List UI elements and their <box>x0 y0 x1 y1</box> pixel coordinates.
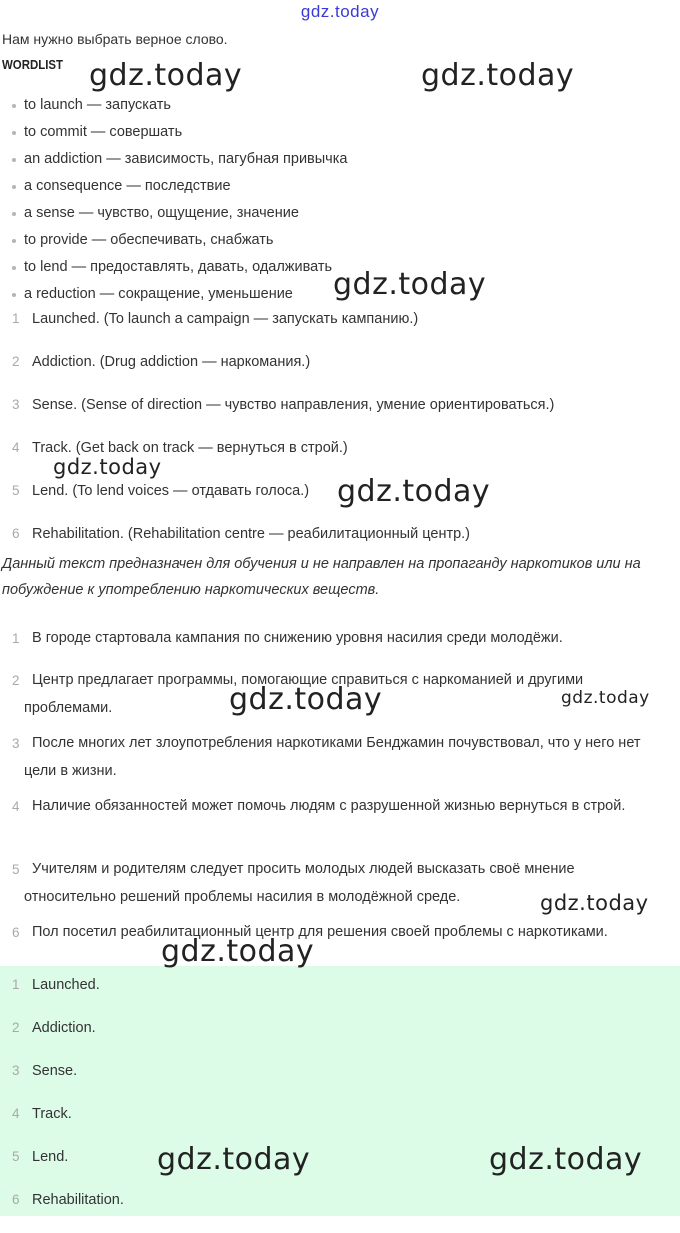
bullet-icon <box>12 104 16 108</box>
watermark: gdz.today <box>561 688 650 708</box>
item-number: 3 <box>12 736 20 751</box>
item-number: 5 <box>12 483 20 498</box>
item-number: 6 <box>12 526 20 541</box>
translation-item <box>0 793 664 856</box>
bullet-icon <box>12 131 16 135</box>
item-number: 6 <box>12 1192 20 1207</box>
watermark: gdz.today <box>157 1142 311 1177</box>
answer-text: Lend. (To lend voices — отдавать голоса.) <box>32 483 310 499</box>
watermark: gdz.today <box>161 934 315 969</box>
item-number: 2 <box>12 354 20 369</box>
final-answer-item <box>0 1147 124 1190</box>
item-number: 1 <box>12 311 20 326</box>
final-answer-text: Track. <box>32 1106 72 1122</box>
wordlist-item-text: an addiction — зависимость, пагубная привычка <box>24 150 348 167</box>
answer-text: Sense. (Sense of direction — чувство направления, умение ориентироваться.) <box>32 397 555 413</box>
final-answer-text: Launched. <box>32 977 100 993</box>
translation-text: В городе стартовала кампания по снижению уровня насилия среди молодёжи. <box>32 630 563 646</box>
explained-answers-list <box>0 309 554 567</box>
translation-item <box>0 625 664 667</box>
site-link[interactable]: gdz.today <box>300 2 380 21</box>
final-answer-text: Addiction. <box>32 1020 96 1036</box>
wordlist-item-text: to launch — запускать <box>24 96 171 113</box>
watermark: gdz.today <box>489 1142 643 1177</box>
wordlist-item-text: a sense — чувство, ощущение, значение <box>24 204 299 221</box>
bullet-icon <box>12 239 16 243</box>
wordlist-item <box>12 199 347 226</box>
watermark: gdz.today <box>53 455 162 479</box>
wordlist-item <box>12 118 347 145</box>
wordlist-item-text: to lend — предоставлять, давать, одалживать <box>24 258 333 275</box>
watermark: gdz.today <box>229 682 383 717</box>
item-number: 6 <box>12 925 20 940</box>
final-answer-text: Rehabilitation. <box>32 1192 124 1208</box>
final-answer-text: Lend. <box>32 1149 69 1165</box>
final-answer-item <box>0 975 124 1018</box>
wordlist <box>12 91 347 307</box>
answer-text: Addiction. (Drug addiction — наркомания.) <box>32 354 311 370</box>
answer-text: Rehabilitation. (Rehabilitation centre — реабилитационный центр.) <box>32 526 471 542</box>
watermark: gdz.today <box>333 267 487 302</box>
wordlist-item <box>12 145 347 172</box>
item-number: 1 <box>12 631 20 646</box>
translation-text: После многих лет злоупотребления наркотиками Бенджамин почувствовал, что у него нет цели в жизни. <box>24 735 641 779</box>
translations-list <box>0 625 664 982</box>
final-answer-item <box>0 1061 124 1104</box>
disclaimer: Данный текст предназначен для обучения и не направлен на пропаганду наркотиков или на побуждение к употреблению наркотических веществ. <box>2 556 641 598</box>
intro-text: Нам нужно выбрать верное слово. <box>2 31 228 47</box>
translation-text: Центр предлагает программы, помогающие справиться с наркоманией и другими проблемами. <box>24 672 584 716</box>
wordlist-item <box>12 172 347 199</box>
answer-item <box>0 309 554 352</box>
bullet-icon <box>12 293 16 297</box>
wordlist-item-text: a reduction — сокращение, уменьшение <box>24 285 293 302</box>
translation-text: Учителям и родителям следует просить молодых людей высказать своё мнение относительно решений проблемы насилия в молодёжной среде. <box>24 861 575 905</box>
wordlist-item <box>12 280 347 307</box>
item-number: 4 <box>12 440 20 455</box>
watermark: gdz.today <box>540 891 649 915</box>
wordlist-item-text: to provide — обеспечивать, снабжать <box>24 231 274 248</box>
wordlist-heading: WORDLIST <box>2 57 64 72</box>
final-answer-item <box>0 1190 124 1233</box>
answer-text: Launched. (To launch a campaign — запускать кампанию.) <box>32 311 419 327</box>
final-answer-item <box>0 1104 124 1147</box>
item-number: 4 <box>12 799 20 814</box>
item-number: 1 <box>12 977 20 992</box>
bullet-icon <box>12 158 16 162</box>
item-number: 4 <box>12 1106 20 1121</box>
translation-item <box>0 730 664 793</box>
item-number: 2 <box>12 673 20 688</box>
wordlist-item <box>12 91 347 118</box>
item-number: 5 <box>12 1149 20 1164</box>
bullet-icon <box>12 266 16 270</box>
answer-item <box>0 395 554 438</box>
wordlist-item <box>12 253 347 280</box>
item-number: 2 <box>12 1020 20 1035</box>
watermark: gdz.today <box>421 58 575 93</box>
item-number: 5 <box>12 862 20 877</box>
bullet-icon <box>12 212 16 216</box>
translation-text: Наличие обязанностей может помочь людям с разрушенной жизнью вернуться в строй. <box>32 798 626 814</box>
item-number: 3 <box>12 397 20 412</box>
item-number: 3 <box>12 1063 20 1078</box>
watermark: gdz.today <box>337 474 491 509</box>
final-answer-item <box>0 1018 124 1061</box>
bullet-icon <box>12 185 16 189</box>
answer-text: Track. (Get back on track — вернуться в строй.) <box>32 440 348 456</box>
wordlist-item <box>12 226 347 253</box>
wordlist-item-text: to commit — совершать <box>24 123 183 140</box>
translation-text: Пол посетил реабилитационный центр для решения своей проблемы с наркотиками. <box>32 924 608 940</box>
final-answers-list <box>0 975 124 1233</box>
final-answer-text: Sense. <box>32 1063 78 1079</box>
wordlist-item-text: a consequence — последствие <box>24 177 231 194</box>
answer-item <box>0 352 554 395</box>
watermark: gdz.today <box>89 58 243 93</box>
